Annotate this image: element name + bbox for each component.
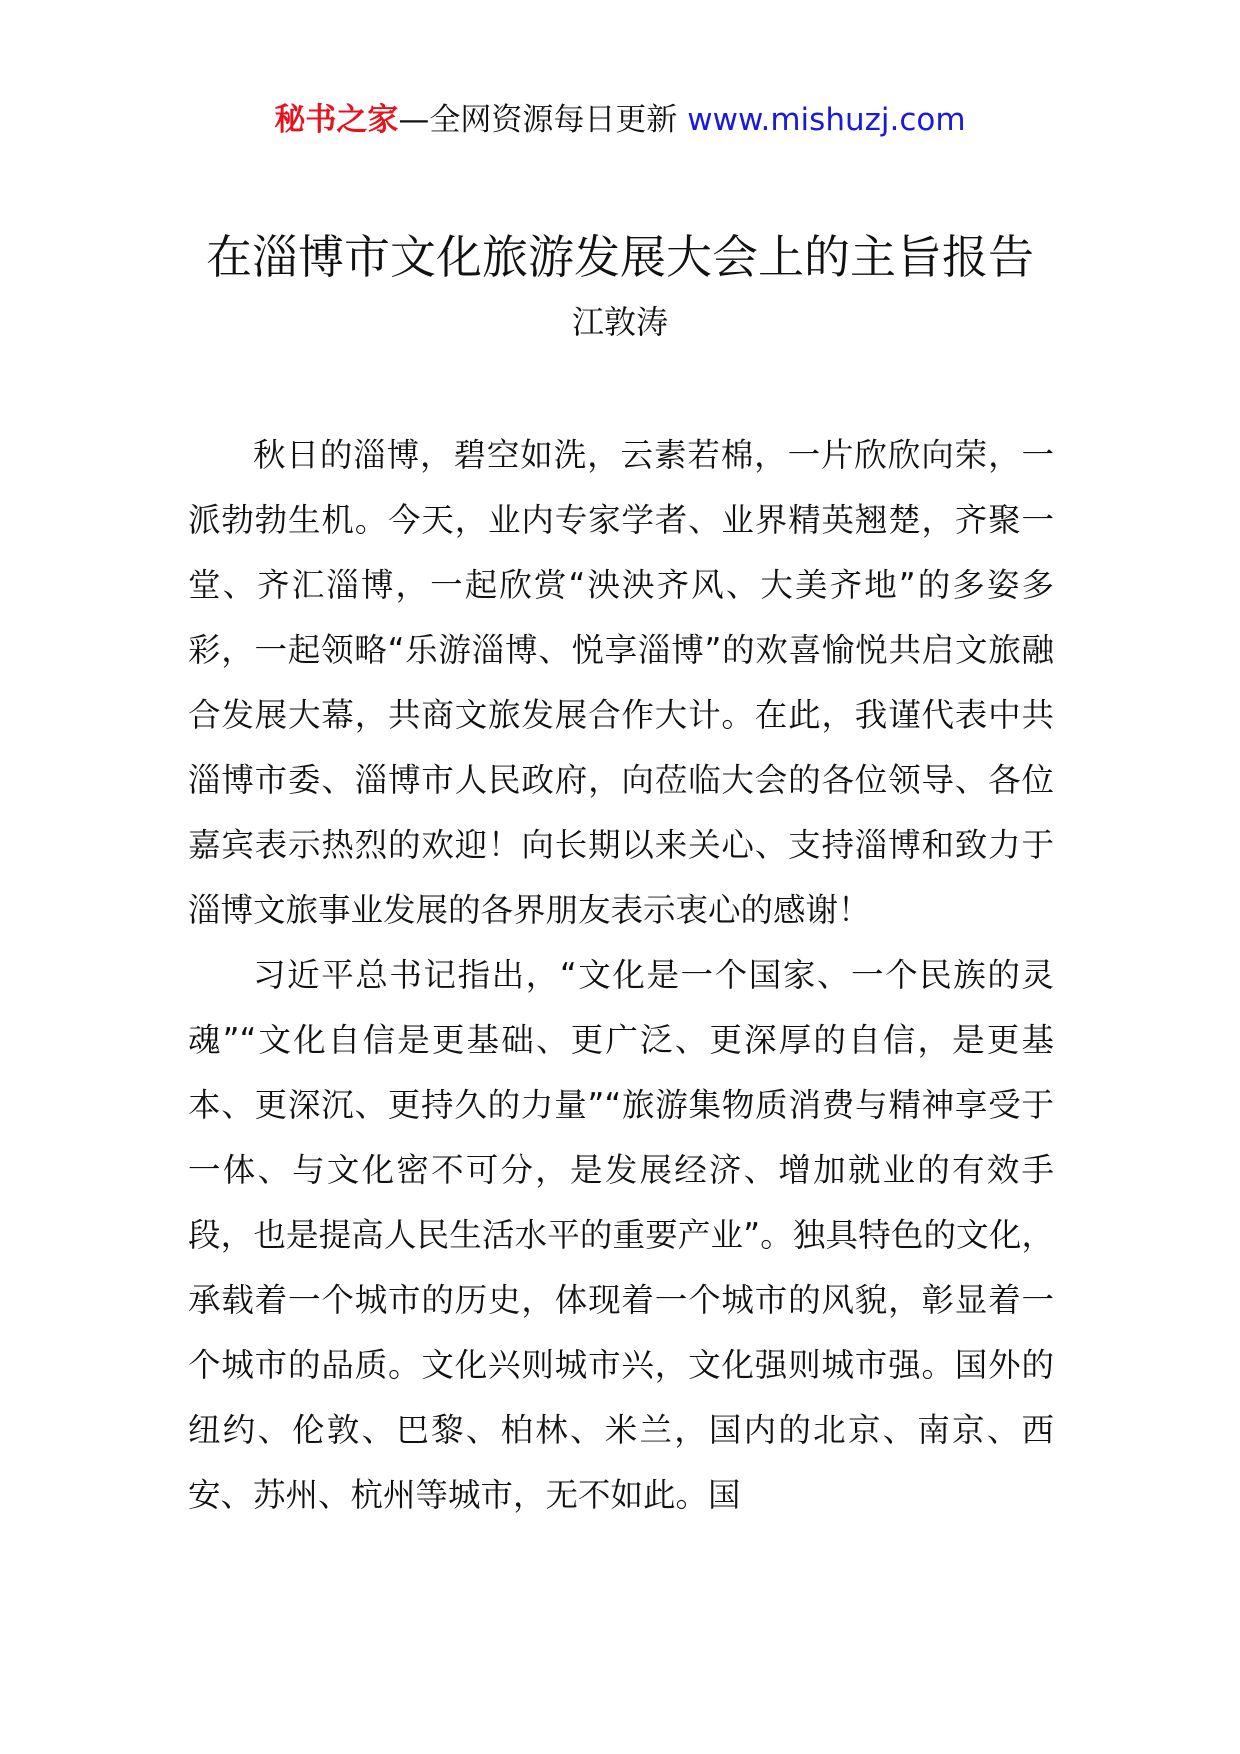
- site-header: [0, 98, 1240, 142]
- body-paragraph: 秋日的淄博，碧空如洗，云素若棉，一片欣欣向荣，一派勃勃生机。今天，业内专家学者、业界精英翘楚，齐聚一堂、齐汇淄博，一起欣赏“泱泱齐风、大美齐地”的多姿多彩，一起领略“乐游淄博、悦享淄博”的欢喜愉悦共启文旅融合发展大幕，共商文旅发展合作大计。在此，我谨代表中共淄博市委、淄博市人民政府，向莅临大会的各位领导、各位嘉宾表示热烈的欢迎！向长期以来关心、支持淄博和致力于淄博文旅事业发展的各界朋友表示衷心的感谢！: [188, 436, 1054, 929]
- site-url-link[interactable]: www.mishuzj.com: [687, 102, 966, 138]
- document-author: 江敦涛: [571, 303, 668, 341]
- document-title: 在淄博市文化旅游发展大会上的主旨报告: [206, 230, 1034, 284]
- brand-name: 秘书之家: [274, 102, 399, 138]
- header-slogan: —全网资源每日更新: [398, 102, 678, 138]
- body-paragraph: 习近平总书记指出，“文化是一个国家、一个民族的灵魂”“文化自信是更基础、更广泛、更深厚的自信，是更基本、更深沉、更持久的力量”“旅游集物质消费与精神享受于一体、与文化密不可分，是发展经济、增加就业的有效手段，也是提高人民生活水平的重要产业”。独具特色的文化，承载着一个城市的历史，体现着一个城市的风貌，彰显着一个城市的品质。文化兴则城市兴，文化强则城市强。国外的纽约、伦敦、巴黎、柏林、米兰，国内的北京、南京、西安、苏州、杭州等城市，无不如此。国: [188, 956, 1054, 1514]
- document-body: [188, 423, 1054, 1528]
